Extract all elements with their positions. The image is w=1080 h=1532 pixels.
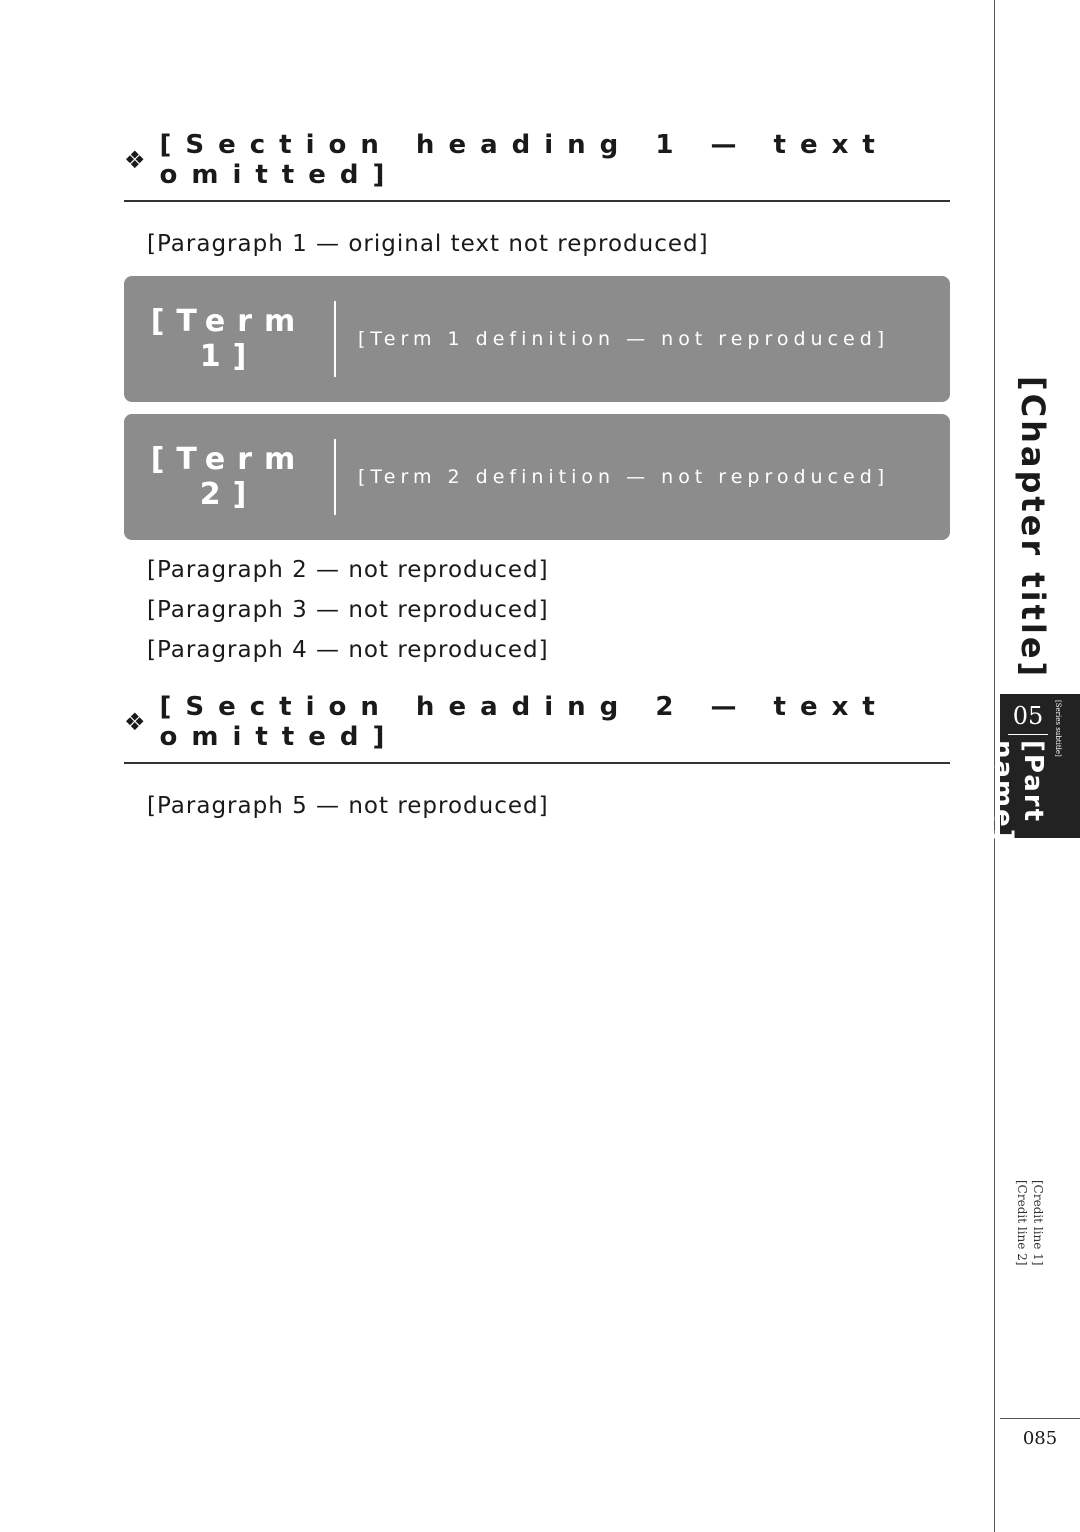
credit-line-2: [Credit line 2]: [1015, 1180, 1029, 1266]
diamond-cluster-icon: ❖: [124, 146, 146, 174]
term-box-1: [124, 276, 950, 402]
chapter-name: [Part name]: [988, 740, 1048, 843]
paragraph-1: [Paragraph 1 — original text not reproduced]: [147, 231, 709, 257]
paragraph-4: [Paragraph 4 — not reproduced]: [147, 637, 549, 663]
section-heading-2-text: [Section heading 2 — text omitted]: [159, 692, 889, 752]
credit-line-1: [Credit line 1]: [1031, 1180, 1045, 1266]
section-heading-1: [124, 130, 950, 202]
page-number: 085: [1022, 1428, 1058, 1449]
main-content: [124, 130, 950, 826]
term-box-2: [124, 414, 950, 540]
section-heading-2: [124, 692, 950, 764]
chapter-subtitle: [Series subtitle]: [1054, 700, 1062, 757]
term-label-2: [Term 2]: [150, 442, 308, 512]
page-number-rule: [1000, 1418, 1080, 1419]
sidebar-chapter-title: [Chapter title]: [1014, 376, 1052, 680]
term-description-1: [Term 1 definition — not reproduced]: [358, 327, 890, 350]
section-heading-1-text: [Section heading 1 — text omitted]: [159, 130, 889, 190]
chapter-badge: [988, 694, 1080, 843]
chapter-number: 05: [1008, 702, 1048, 735]
term-label-1: [Term 1]: [150, 304, 308, 374]
paragraph-2: [Paragraph 2 — not reproduced]: [147, 557, 549, 583]
paragraph-3: [Paragraph 3 — not reproduced]: [147, 597, 549, 623]
paragraph-5: [Paragraph 5 — not reproduced]: [147, 793, 549, 819]
book-credit: [1014, 1180, 1046, 1408]
term-description-2: [Term 2 definition — not reproduced]: [358, 465, 890, 488]
diamond-cluster-icon: ❖: [124, 708, 146, 736]
